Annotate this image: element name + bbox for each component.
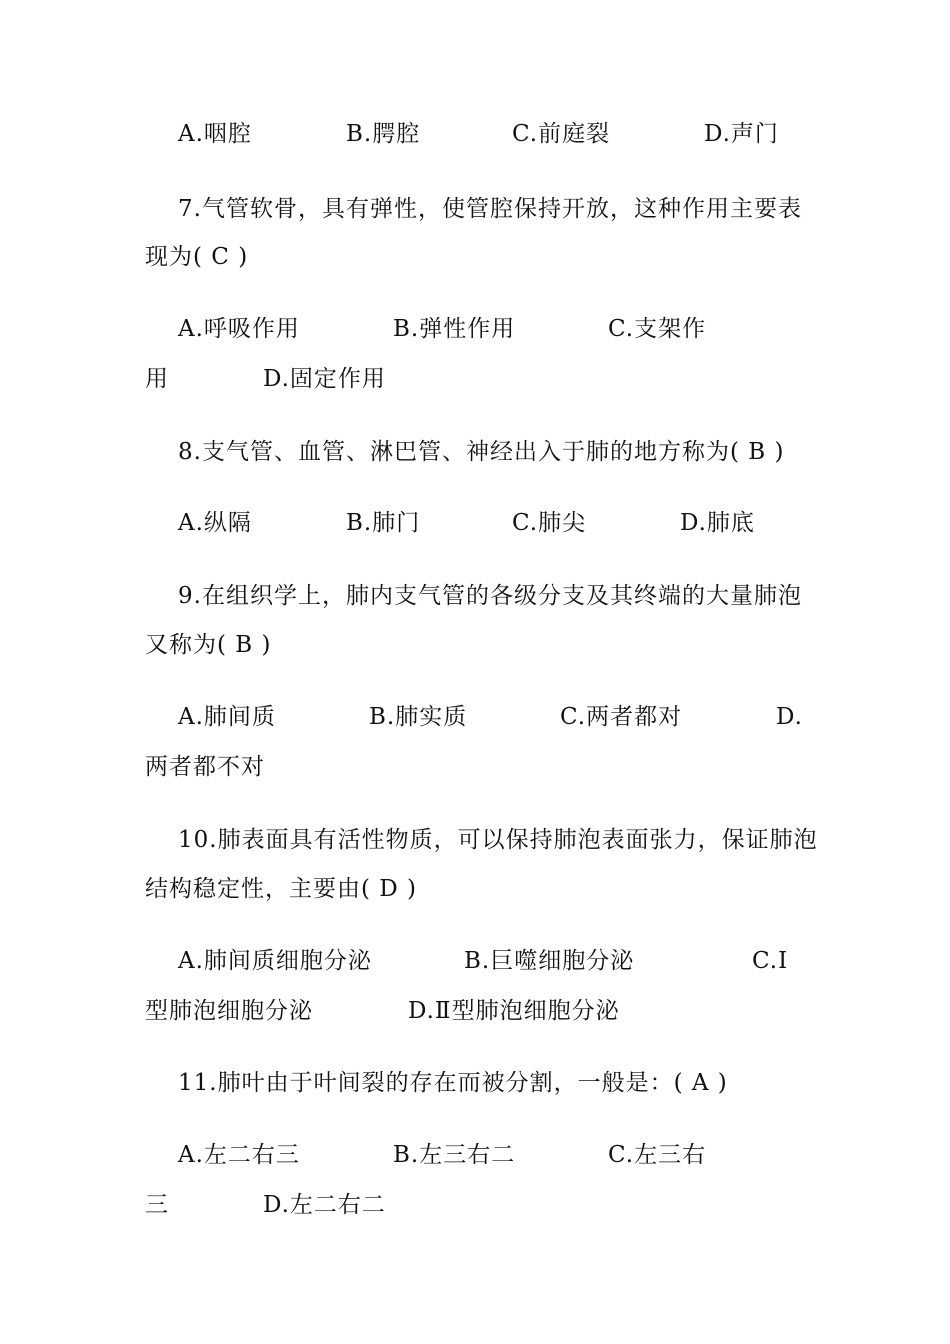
q7-option-a: A.呼吸作用 xyxy=(178,316,300,342)
q8-option-c: C.肺尖 xyxy=(512,510,587,536)
q10-stem-line1: 10.肺表面具有活性物质，可以保持肺泡表面张力，保证肺泡 xyxy=(178,827,818,853)
q7-option-c: C.支架作 xyxy=(608,316,707,342)
q10-option-d: D.Ⅱ型肺泡细胞分泌 xyxy=(408,998,620,1024)
q11-option-c-wrap: 三 xyxy=(145,1192,169,1218)
q9-option-c: C.两者都对 xyxy=(560,704,683,730)
q6-option-a: A.咽腔 xyxy=(178,121,252,147)
q11-stem: 11.肺叶由于叶间裂的存在而被分割，一般是：( A ) xyxy=(178,1070,728,1096)
q10-option-c-wrap: 型肺泡细胞分泌 xyxy=(145,998,313,1024)
q10-option-a: A.肺间质细胞分泌 xyxy=(178,948,372,974)
q10-option-c: C.Ⅰ xyxy=(752,948,789,974)
q10-stem-line2: 结构稳定性，主要由( D ) xyxy=(145,876,418,902)
q8-stem: 8.支气管、血管、淋巴管、神经出入于肺的地方称为( B ) xyxy=(178,439,785,465)
q7-stem-line1: 7.气管软骨，具有弹性，使管腔保持开放，这种作用主要表 xyxy=(178,196,802,222)
q7-option-d: D.固定作用 xyxy=(263,366,386,392)
q9-stem-line1: 9.在组织学上，肺内支气管的各级分支及其终端的大量肺泡 xyxy=(178,583,802,609)
q7-option-c-wrap: 用 xyxy=(145,366,169,392)
q8-option-a: A.纵隔 xyxy=(178,510,252,536)
q8-option-b: B.肺门 xyxy=(346,510,421,536)
q9-option-d-wrap: 两者都不对 xyxy=(145,754,265,780)
q7-option-b: B.弹性作用 xyxy=(393,316,516,342)
q9-option-b: B.肺实质 xyxy=(369,704,468,730)
q6-option-d: D.声门 xyxy=(704,121,779,147)
q11-option-a: A.左二右三 xyxy=(178,1142,300,1168)
q8-option-d: D.肺底 xyxy=(680,510,755,536)
q11-option-d: D.左二右二 xyxy=(263,1192,386,1218)
q11-option-b: B.左三右二 xyxy=(393,1142,516,1168)
q10-option-b: B.巨噬细胞分泌 xyxy=(464,948,635,974)
q9-option-a: A.肺间质 xyxy=(178,704,276,730)
q6-option-c: C.前庭裂 xyxy=(512,121,611,147)
q9-stem-line2: 又称为( B ) xyxy=(145,632,272,658)
q11-option-c: C.左三右 xyxy=(608,1142,707,1168)
q6-option-b: B.腭腔 xyxy=(346,121,421,147)
q7-stem-line2: 现为( C ) xyxy=(145,244,249,270)
q9-option-d: D. xyxy=(776,704,803,730)
